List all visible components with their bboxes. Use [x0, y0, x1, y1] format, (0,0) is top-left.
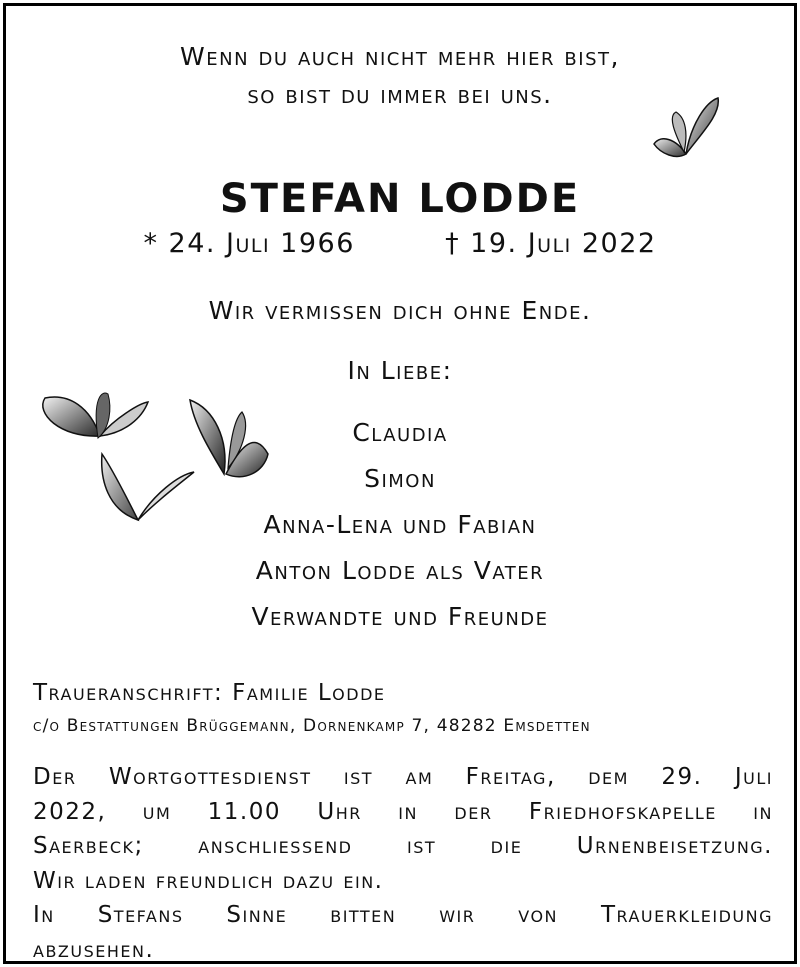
service-line: 2022, um 11.00 Uhr in der Friedhofskapelle in [33, 798, 773, 825]
butterfly-icon [184, 394, 274, 484]
life-dates [0, 228, 800, 259]
service-line: abzusehen. [33, 936, 155, 963]
butterfly-icon [30, 388, 152, 450]
family-member: Verwandte und Freunde [251, 602, 549, 631]
service-line: Wir laden freundlich dazu ein. [33, 867, 384, 894]
motto-line-2: so bist du immer bei uns. [247, 80, 553, 109]
service-line: Saerbeck; anschliessend ist die Urnenbeisetzung. [33, 833, 773, 859]
love-heading: In Liebe: [347, 356, 453, 385]
family-member: Anton Lodde als Vater [255, 556, 545, 585]
motto-line-1: Wenn du auch nicht mehr hier bist, [180, 42, 620, 71]
butterfly-icon [98, 450, 198, 526]
miss-line: Wir vermissen dich ohne Ende. [208, 296, 592, 325]
address-line-1: Traueranschrift: Familie Lodde [33, 680, 386, 706]
service-line: In Stefans Sinne bitten wir von Trauerkleidung [33, 902, 773, 928]
deceased-name: STEFAN LODDE [219, 176, 581, 222]
service-line: Der Wortgottesdienst ist am Freitag, dem 29. Juli [33, 764, 773, 790]
family-member: Simon [364, 464, 436, 493]
service-text [33, 760, 773, 967]
family-member: Anna-Lena und Fabian [263, 510, 537, 539]
death-date: † 19. Juli 2022 [445, 228, 657, 259]
birth-date: * 24. Juli 1966 [143, 228, 355, 259]
address-line-2: c/o Bestattungen Brüggemann, Dornenkamp 7, 48282 Emsdetten [33, 716, 591, 736]
family-member: Claudia [352, 418, 448, 447]
butterfly-icon [646, 94, 726, 174]
